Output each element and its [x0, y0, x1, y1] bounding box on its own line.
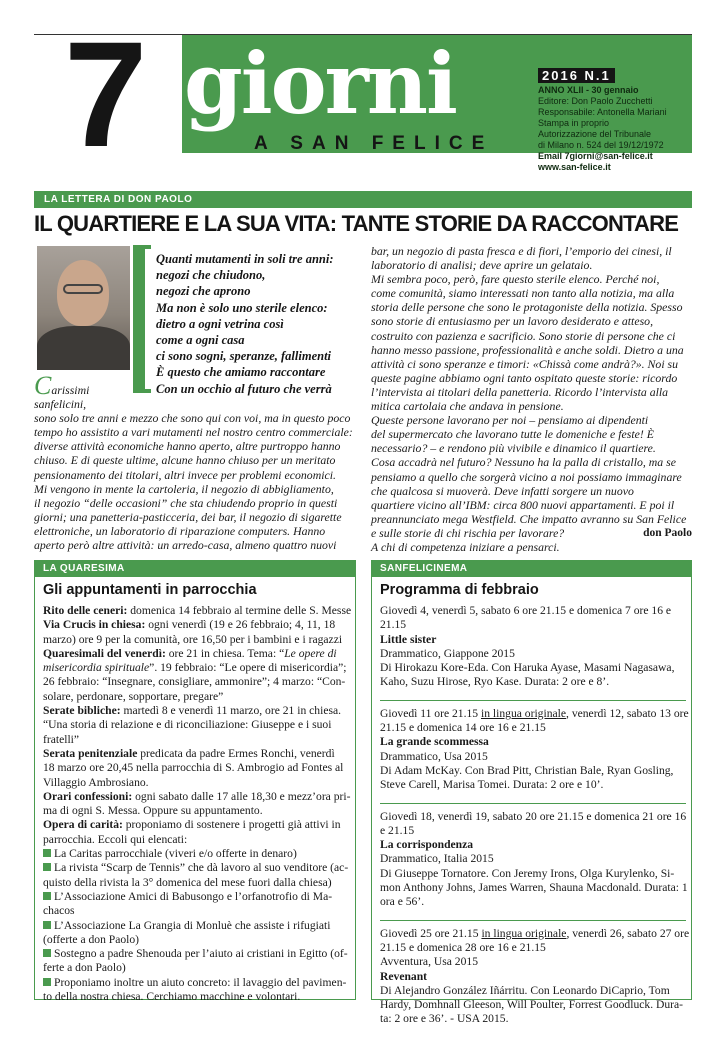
text-line	[43, 747, 349, 761]
letter-line	[34, 425, 356, 439]
text-run: Giovedì 25 ore 21.15	[380, 926, 482, 940]
text-line	[380, 778, 686, 792]
text-run: Sostegno a padre Shenouda per l’aiuto ai cristiani in Egitto (of-	[54, 947, 348, 961]
text-run: 26 febbraio: “Insegnare, consigliare, ammonire”; 4 marzo: “Con-	[43, 675, 346, 689]
quaresima-section-label: LA QUARESIMA	[34, 560, 356, 577]
letter-line	[34, 411, 356, 425]
text-line	[380, 604, 686, 618]
letter-line: e sulle storie di chi rischia per lavorare?	[371, 525, 565, 540]
photo-glasses	[63, 284, 103, 294]
text-line	[380, 984, 686, 998]
film-separator	[380, 920, 686, 921]
text-run: Giovedì 18, venerdì 19, sabato 20 ore 21.15 e domenica 21 ore 16	[380, 809, 687, 823]
text-run: La rivista “Scarp de Tennis” che dà lavoro al suo venditore (ac-	[54, 861, 349, 875]
text-run: predicata da padre Ermes Ronchi, venerdì	[137, 746, 335, 760]
author-photo	[37, 246, 130, 370]
letter-text: Mi vengono in mente la cartoleria, il negozio di abbigliamento,	[34, 481, 334, 496]
letter-line: quartiere vicino all’IBM: circa 800 nuovi appartamenti. E poi il	[371, 497, 675, 512]
text-run: Di Alejandro González Iñárritu. Con Leonardo DiCaprio, Tom	[380, 983, 670, 997]
text-line	[43, 647, 349, 661]
text-line	[43, 890, 349, 904]
bullet-square-icon	[43, 921, 51, 929]
pull-quote-line: È questo che amiamo raccontare	[156, 365, 326, 380]
text-line	[43, 818, 349, 832]
text-line	[380, 633, 686, 647]
text-run: parrocchia. Eccoli qui elencati:	[43, 832, 188, 846]
letter-text: giorni; una panetteria-pasticceria, dei bar, il negozio di sigarette	[34, 509, 342, 524]
text-line	[43, 947, 349, 961]
text-run: Giovedì 11 ore 21.15	[380, 706, 481, 720]
text-run: ore 21 in chiesa. Tema: “	[165, 646, 285, 660]
masthead-title: giorni	[184, 34, 456, 133]
text-run: Hardy, Domhnall Gleeson, Will Poulter, Forrest Goodluck. Dura-	[380, 998, 684, 1012]
letter-line	[34, 510, 356, 524]
text-line	[380, 735, 686, 749]
text-line	[380, 706, 689, 721]
text-run: Le opere di	[284, 646, 337, 660]
bullet-square-icon	[43, 978, 51, 986]
text-line	[43, 790, 349, 804]
text-run: 21.15 e domenica 28 ore 16 e 21.15	[380, 940, 546, 954]
pull-quote-line: Ma non è solo uno sterile elenco:	[156, 300, 328, 315]
cinema-title: Programma di febbraio	[380, 582, 539, 598]
text-run: Via Crucis in chiesa:	[43, 618, 146, 632]
issue-number: 2016 N.1	[538, 68, 615, 83]
letter-line: attività ci sono speranze e timori: «Chissà come andrà?». Noi su	[371, 356, 679, 371]
text-run: ma di ogni S. Messa. Oppure su appuntamento.	[43, 804, 263, 818]
letter-line	[34, 468, 356, 482]
text-line	[380, 852, 686, 866]
text-line	[380, 970, 686, 984]
quaresima-box	[34, 560, 356, 1004]
text-run: Steve Carell, Marisa Tomei. Durata: 2 ore e 10’.	[380, 778, 604, 792]
film-separator	[380, 700, 686, 701]
text-run: L’Associazione Amici di Babusongo e l’orfanotrofio di Ma-	[54, 889, 333, 903]
letter-line	[34, 397, 356, 411]
letter-line: Cosa accadrà nel futuro? Nessuno ha la palla di cristallo, ma se	[371, 455, 676, 470]
letter-column-right	[371, 244, 696, 554]
masthead-subtitle: A SAN FELICE	[254, 133, 494, 154]
letter-text: diverse attività economiche hanno aperto, altre purtroppo hanno	[34, 439, 341, 454]
letter-line: Queste persone lavorano per noi – pensiamo ai dipendenti	[371, 413, 649, 428]
letter-pull-quote	[156, 251, 361, 397]
letter-line	[34, 538, 356, 552]
text-line	[43, 990, 349, 1004]
letter-line: come comunità, siamo interessati non tanto alla notizia, ma alla	[371, 286, 675, 301]
film-entry	[380, 926, 690, 1027]
text-run: Orari confessioni:	[43, 789, 133, 803]
letter-line: l’intervista ai titolari della panetteria. Ricordo l’intervista alla	[371, 384, 669, 399]
pull-quote-line: negozi che chiudono,	[156, 268, 266, 283]
issue-detail-line: ANNO XLII - 30 gennaio	[538, 85, 639, 95]
text-line	[380, 764, 686, 778]
text-line	[43, 704, 349, 718]
text-line	[380, 881, 686, 895]
text-line	[43, 633, 349, 647]
text-run: proponiamo di sostenere i progetti già attivi in	[122, 818, 341, 832]
text-line	[43, 933, 349, 947]
text-run: Quaresimali del venerdì:	[43, 646, 166, 660]
cinema-programme	[380, 604, 690, 1037]
text-line	[380, 721, 686, 735]
text-line	[380, 810, 686, 824]
text-line	[380, 838, 686, 852]
text-line	[380, 1012, 686, 1026]
text-run: marzo) ore 9 per la comunità, ore 16,50 per i bambini e i ragazzi	[43, 632, 343, 646]
quaresima-title: Gli appuntamenti in parrocchia	[43, 582, 257, 598]
text-run: solare, perdonare, sopportare, pregare”	[43, 689, 224, 703]
text-line	[380, 926, 690, 941]
text-run: domenica 14 febbraio al termine delle S. Messe	[127, 604, 352, 617]
letter-line: necessario? – e rendono più vivibile e dinamico il quartiere.	[371, 441, 656, 456]
text-run: , venerdì 12, sabato 13 ore	[566, 706, 689, 720]
photo-body	[37, 326, 130, 370]
letter-text: tempo ho assistito a vari mutamenti nel nostro centro commerciale:	[34, 425, 353, 440]
text-line	[43, 961, 349, 975]
letter-line: costruito con pazienza e sacrificio. Sono storie di persone che ci	[371, 328, 676, 343]
text-run: La grande scommessa	[380, 735, 489, 749]
text-run: 21.15	[380, 618, 407, 632]
film-separator	[380, 803, 686, 804]
letter-text: elettroniche, un laboratorio di riparazione computers. Hanno	[34, 523, 326, 538]
issue-detail-line: Autorizzazione del Tribunale	[538, 129, 652, 139]
text-run: Villaggio Ambrosiano.	[43, 775, 149, 789]
text-line	[43, 976, 349, 990]
letter-line: A chi di competenza iniziare a pensarci.	[371, 539, 560, 554]
text-line	[380, 824, 686, 838]
text-run: Opera di carità:	[43, 818, 123, 832]
issue-detail-line: di Milano n. 524 del 19/12/1972	[538, 140, 664, 150]
text-run: Drammatico, Giappone 2015	[380, 646, 515, 660]
masthead-number: 7	[64, 10, 142, 178]
issue-details	[538, 85, 688, 173]
page-headline: IL QUARTIERE E LA SUA VITA: TANTE STORIE DA RACCONTARE	[34, 211, 679, 236]
text-line	[43, 690, 349, 704]
letter-text: pensionamento dei titolari, altri invece per problemi economici.	[34, 467, 336, 482]
letter-line: del supermercato che lavorano tutte le domeniche e feste! È	[371, 427, 654, 442]
text-line	[380, 955, 686, 969]
text-run: (offerte a don Paolo)	[43, 932, 140, 946]
film-entry	[380, 810, 686, 910]
text-run: to della nostra chiesa. Cerchiamo macchine e volontari.	[43, 990, 301, 1004]
text-line	[380, 647, 686, 661]
quaresima-body	[43, 604, 352, 1004]
text-line	[43, 804, 349, 818]
text-line	[380, 661, 686, 675]
pull-quote-line: ci sono sogni, speranze, fallimenti	[156, 349, 332, 364]
letter-line	[34, 453, 356, 467]
text-run: L’Associazione La Grangia di Monluè che assiste i rifugiati	[54, 918, 331, 932]
text-run: fratelli”	[43, 732, 80, 746]
text-run: mon Anthony Johns, James Warren, Shauna Macdonald. Durata: 1	[380, 881, 688, 895]
bullet-square-icon	[43, 949, 51, 957]
text-run: Giovedì 4, venerdì 5, sabato 6 ore 21.15 e domenica 7 ore 16 e	[380, 604, 672, 617]
cinema-section-label: SANFELICINEMA	[371, 560, 692, 577]
text-run: misericordia spirituale	[43, 661, 150, 675]
letter-line	[34, 482, 356, 496]
letter-line: sono storie di entusiasmo per un lavoro desiderato e atteso,	[371, 314, 654, 329]
text-line	[380, 675, 686, 689]
letter-line: preannunciato mega Westfield. Che impatto avranno su San Felice	[371, 511, 687, 526]
letter-line	[34, 524, 356, 538]
text-run: Serate bibliche:	[43, 704, 121, 718]
dropcap: C	[34, 371, 52, 400]
text-run: chacos	[43, 904, 75, 918]
text-run: Revenant	[380, 969, 428, 983]
text-run: e 21.15	[380, 823, 415, 837]
text-run: quisto della rivista la 3° domenica del mese fuori dalla chiesa)	[43, 875, 332, 889]
text-run: Rito delle ceneri:	[43, 604, 128, 617]
text-run: Proponiamo inoltre un aiuto concreto: il lavaggio del pavimen-	[54, 975, 347, 989]
letter-line: hanno messo passione, professionalità e anche soldi. Dietro a una	[371, 342, 684, 357]
letter-line: che qualcosa si muoverà. Deve infatti sorgere un nuovo	[371, 483, 634, 498]
letter-text: arissimi	[51, 383, 90, 397]
text-line	[380, 941, 686, 955]
text-run: La corrispondenza	[380, 838, 474, 852]
letter-line: queste pagine abbiamo ogni tanto ospitato queste storie: ricordo	[371, 370, 678, 385]
text-run: ogni venerdì (19 e 26 febbraio; 4, 11, 18	[145, 618, 336, 632]
issue-info	[538, 68, 688, 173]
text-run: Di Adam McKay. Con Brad Pitt, Christian Bale, Ryan Gosling,	[380, 763, 674, 777]
text-run: Di Hirokazu Kore-Eda. Con Haruka Ayase, Masami Nagasawa,	[380, 661, 675, 675]
text-run: 21.15 e domenica 14 ore 16 e 21.15	[380, 721, 546, 735]
text-run: , venerdì 26, sabato 27 ore	[566, 926, 690, 940]
text-line	[43, 833, 349, 847]
cinema-box	[371, 560, 692, 1026]
text-run: ora e 56’.	[380, 895, 425, 909]
text-line	[380, 867, 686, 881]
text-line	[43, 675, 349, 689]
letter-line: Mi sembra poco, però, fare questo sterile elenco. Perché noi,	[371, 272, 660, 287]
text-run: Di Giuseppe Tornatore. Con Jeremy Irons, Olga Kurylenko, Si-	[380, 866, 675, 880]
text-run: Serata penitenziale	[43, 746, 138, 760]
pull-quote-line: Con un occhio al futuro che verrà	[156, 381, 332, 396]
issue-detail-line: Editore: Don Paolo Zucchetti	[538, 96, 653, 106]
text-run: ferte a don Paolo)	[43, 961, 126, 975]
text-line	[380, 895, 686, 909]
text-line	[43, 861, 349, 875]
text-line	[43, 904, 349, 918]
letter-line: pensiamo a quello che sorgerà vicino a noi possiamo immaginare	[371, 469, 682, 484]
text-run: martedì 8 e venerdì 11 marzo, ore 21 in chiesa.	[120, 704, 342, 718]
bullet-square-icon	[43, 863, 51, 871]
bullet-square-icon	[43, 892, 51, 900]
text-line	[380, 618, 686, 632]
letter-line: storia delle persone che sono le protagoniste della notizia. Spesso	[371, 300, 683, 315]
text-line	[43, 761, 349, 775]
film-entry	[380, 706, 689, 793]
text-run: in lingua originale	[481, 926, 567, 940]
letter-text: sanfelicini,	[34, 397, 87, 412]
letter-section-label: LA LETTERA DI DON PAOLO	[34, 191, 692, 208]
pull-quote-line: come a ogni casa	[156, 333, 245, 348]
text-run: La Caritas parrocchiale (viveri e/o offerte in denaro)	[54, 847, 297, 861]
letter-text: chiuso. E di queste ultime, alcune hanno chiuso per un meritato	[34, 453, 336, 468]
text-line	[380, 750, 686, 764]
text-line	[380, 998, 686, 1012]
text-line	[43, 776, 349, 790]
letter-line: bar, un negozio di pasta fresca e di fiori, l’emporio dei cinesi, il	[371, 244, 672, 258]
text-run: Drammatico, Usa 2015	[380, 749, 488, 763]
bullet-square-icon	[43, 849, 51, 857]
pull-quote-line: dietro a ogni vetrina così	[156, 316, 284, 331]
text-run: Avventura, Usa 2015	[380, 955, 478, 969]
letter-line: laboratorio di analisi; deve aprire un gelataio.	[371, 258, 593, 273]
text-run: Kaho, Suzu Hirose, Ryo Kase. Durata: 2 ore e 8’.	[380, 675, 610, 689]
text-line	[43, 847, 349, 861]
letter-text: sono solo tre anni e mezzo che sono qui con voi, ma in questo poco	[34, 411, 351, 426]
text-line	[43, 604, 352, 618]
letter-text: aperto però altre attività: un arredo-casa, almeno quattro nuovi	[34, 538, 337, 553]
text-run: 18 marzo ore 20,45 nella parrocchia di S. Ambrogio ad Fontes al	[43, 761, 344, 775]
text-line	[43, 733, 349, 747]
text-run: Little sister	[380, 632, 437, 646]
letter-line	[34, 439, 356, 453]
text-run: ogni sabato dalle 17 alle 18,30 e mezz’ora pri-	[132, 789, 351, 803]
text-run: “Una storia di relazione e di riconciliazione: Giuseppe e i suoi	[43, 718, 332, 732]
decorative-bracket	[133, 245, 151, 393]
text-run: ta: 2 ore e 36’. - USA 2015.	[380, 1012, 509, 1026]
text-run: Drammatico, Italia 2015	[380, 852, 494, 866]
pull-quote-line: negozi che aprono	[156, 284, 251, 299]
issue-detail-line: Responsabile: Antonella Mariani	[538, 107, 667, 117]
text-line	[43, 919, 349, 933]
film-entry	[380, 604, 686, 690]
issue-detail-line: Email 7giorni@san-felice.it	[538, 151, 653, 161]
text-line	[43, 661, 349, 675]
letter-line: mitica cartolaia che andava in pensione.	[371, 399, 564, 414]
text-line	[43, 618, 349, 632]
text-line	[43, 876, 349, 890]
issue-detail-line: www.san-felice.it	[538, 162, 611, 172]
text-run: ”. 19 febbraio: “Le opere di misericordia”;	[149, 661, 347, 675]
letter-line	[34, 496, 356, 510]
pull-quote-line: Quanti mutamenti in soli tre anni:	[156, 252, 334, 266]
letter-text: il negozio “delle occasioni” che sta chiudendo proprio in questi	[34, 495, 338, 510]
text-line	[43, 718, 349, 732]
letter-signature: don Paolo	[643, 527, 692, 539]
masthead	[34, 10, 692, 178]
text-run: in lingua originale	[481, 706, 567, 720]
issue-detail-line: Stampa in proprio	[538, 118, 610, 128]
